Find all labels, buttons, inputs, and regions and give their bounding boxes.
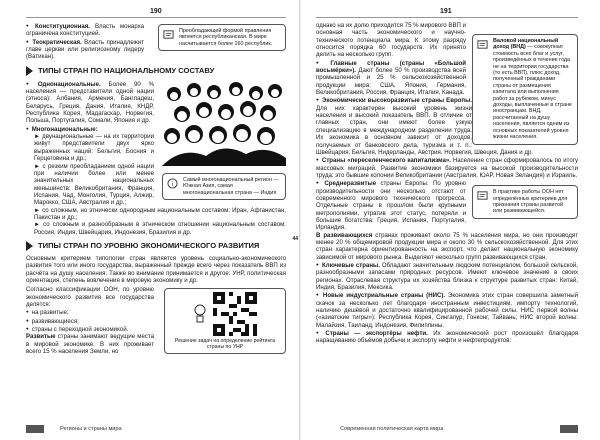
definition: Власть принадлежит главе церкви или религиозному лидеру (Ватикан).	[26, 38, 144, 61]
term: Новые индустриальные страны (НИС).	[322, 292, 446, 300]
term: Экономически высокоразвитые страны Европы.	[322, 97, 472, 105]
note-icon	[477, 39, 488, 50]
paragraph: Основным критерием типологии стран является уровень социально-экономического развития того или иного государства, выраженный прежде всего через показатель ВВП из расчёта на душу населения. Также во внимание принимается и другое: УНР, политическая ориентация, степень вовлечения в мировую экономику и др.	[26, 254, 286, 284]
caption-note	[162, 173, 286, 200]
sub-item-text: со сложным и разнообразным в этническом отношении национальным составом: Россия, Индия, Швейцария, Индонезия, Бразилия и др.	[34, 221, 286, 236]
sub-item: ► двунациональные — на их территории живут представители двух ярко выраженных наций: Бельгия, Босния и Герцеговина и др.;	[34, 133, 154, 163]
definition: Население стран сформировалось по итогу массовых миграций. Развитие экономики базируется на высокой производительности труда: это бывшие колонии Великобритании (Австралия, ЮАР, Новая Зеландия) и Израиль.	[316, 157, 578, 179]
qr-row	[168, 292, 282, 336]
sub-item-text: с резким преобладанием одной нации при наличии более или менее значительных национальных меньшинств: Великобритания, Франция, Испания, Чад, Монголия, Турция, Алжир, Марокко, США, Австралия и др.;	[34, 162, 154, 207]
definition: Более 90 % населения — представители одной нации (этноса): Албания, Армения, Бангладеш, Беларусь, Греция, Дания, Италия, КНДР, Республика Корея, Мадагаскар, Норвегия, Польша, Португалия, Сомали, Япония и др.	[26, 80, 154, 125]
header-rule	[26, 17, 286, 18]
triangle-icon	[26, 66, 33, 76]
national-text	[26, 80, 154, 207]
definition: Дают более 50 % производства всей промышленной и 25 % сельскохозяйственной продукции мира: США, Япония, Германия, Великобритания, Россия, Франция, Италия, Канада.	[316, 67, 466, 97]
page-number: 190	[150, 8, 162, 15]
term: Страны — экспортёры нефти.	[325, 330, 428, 338]
list-item	[26, 22, 144, 38]
sub-item-text: со сложным, но этнически однородным национальным составом: Иран, Афганистан, Пакистан и др.;	[34, 206, 286, 221]
national-text-cont	[26, 207, 286, 236]
list-item	[26, 80, 154, 125]
section-heading	[26, 66, 286, 76]
term: Развитые	[26, 333, 56, 341]
info-note	[158, 24, 286, 51]
list-item	[316, 261, 578, 291]
footer-bar	[560, 425, 578, 433]
edge-marker: 44	[292, 236, 298, 242]
list-item	[316, 59, 466, 97]
note-text: В практике работы ООН нет определённых критериев для признания страны развитой или развивающейся.	[493, 189, 568, 215]
header-rule	[316, 17, 578, 18]
definition: Экономика этих стран совершила заметный скачок за несколько лет благодаря иностранным инвестициям, импорту технологий, наличию дешёвой и достаточно квалифицированной рабочей силы. НИС первой волны («азиатские тигры»): Республика Корея, Сингапур, Гонконг, Тайвань; НИС второй волны: Малайзия, Таиланд, Индонезия, Филиппины.	[316, 292, 578, 329]
developing-section	[316, 232, 578, 345]
developed-column	[316, 22, 466, 96]
sub-item: ► с резким преобладанием одной нации при наличии более или менее значительных национальных меньшинств: Великобритания, Франция, Испания, Чад, Монголия, Турция, Алжир, Марокко, США, Австралия и др.;	[34, 162, 154, 207]
term: Однонациональные.	[37, 80, 101, 88]
qr-block	[164, 288, 286, 354]
term: Теократическая.	[32, 38, 82, 46]
left-column-top	[26, 22, 144, 61]
page-number: 191	[440, 8, 452, 15]
sub-item: ► со сложным и разнообразным в этническом отношении национальным составом: Россия, Индия, Швейцария, Индонезия, Бразилия и др.	[34, 221, 286, 236]
definition: Власть монарха ограничена конституцией.	[26, 23, 145, 38]
brain-icon	[193, 304, 207, 324]
info-icon	[167, 178, 178, 189]
illustration-block	[162, 80, 286, 200]
definition: странах проживает около 75 % населения мира, но они производят менее 20 % общемировой продукции мира и около 30 % сельскохозяйственной. Для этих стран характерна ориентированность на экспорт, что делает национальную экономику зависимой от мирового рынка. Выделяют несколько групп развивающихся стран.	[316, 231, 578, 261]
note-text: — совокупная стоимость всех благ и услуг, произведённых в течение года не на территории государства (то есть ВВП), плюс доход, полученный гражданами страны от размещения капитала или выполнения работ за рубежом, минус доходы, выплаченные в стране иностранцам. ВНД, рассчитанный на душу населения, является одним из основных показателей уровня жизни населения.	[493, 44, 572, 141]
list-item: ● развивающиеся;	[26, 317, 154, 325]
list-item	[316, 329, 578, 345]
list-item	[316, 156, 578, 179]
right-page	[300, 0, 600, 440]
term: Главные страны (страны «Большой восьмёрки»).	[316, 59, 466, 75]
definition: Обладают значительным людским потенциалом, большой сельской, разнообразными запасами природных ресурсов. Имеют ключевое значение в своих регионах. Отраслевая структура их хозяйства близка к структуре развитых стран: Китай, Индия, Бразилия, Мексика.	[316, 262, 578, 292]
section-heading	[26, 241, 286, 251]
term: В развивающихся	[316, 231, 373, 239]
definition: Для них характерен высокий уровень жизни населения и высокий показатель ВВП. В отличие от главных стран, они имеют более узкую специализацию в международном разделении труда. Их экономика в основном зависит от доходов, получаемых от банковского дела, туризма и т. п.: Швейцария, Бельгия, Нидерланды, Австрия, Норвегия, Швеция, Дания и др.	[316, 104, 534, 156]
term: Среднеразвитые	[324, 180, 377, 188]
list-item: ● на развитые;	[26, 308, 154, 316]
list-item	[316, 179, 466, 231]
qr-caption: Решение задач на определение рейтинга страны по УНР	[174, 338, 276, 351]
paragraph: однако на их долю приходится 75 % мирового ВВП и основная часть экономического и научно-технического потенциала мира. К этому разряду относится порядка 60 государств. Их принято делить на несколько групп.	[316, 22, 466, 59]
note-icon	[477, 190, 488, 201]
list-item	[26, 125, 154, 133]
term: Многонациональные:	[31, 125, 98, 133]
term: Ключевые страны.	[322, 262, 380, 269]
heading-text: ТИПЫ СТРАН ПО НАЦИОНАЛЬНОМУ СОСТАВУ	[38, 66, 215, 76]
footer-text: Современная политическая карта мира	[340, 426, 444, 432]
un-note	[472, 185, 578, 219]
mid-developed	[316, 179, 466, 231]
triangle-icon	[26, 241, 33, 251]
heading-text: ТИПЫ СТРАН ПО УРОВНЮ ЭКОНОМИЧЕСКОГО РАЗВИТИЯ	[38, 241, 260, 251]
vnd-note	[472, 34, 578, 145]
footer-text: Регионы и страны мира	[60, 426, 122, 432]
un-text	[26, 286, 154, 355]
list-item: ● страны с переходной экономикой.	[26, 325, 154, 333]
definition: страны Европы. По уровню производительности они несколько отстают от современного мирового технического прогресса. Отдельные страны в прошлом были крупными метрополиями, утратив этот статус, потеряли и большие богатства: Греция, Испания, Португалия, Ирландия.	[316, 180, 466, 232]
term: Страны «переселенческого капитализма».	[321, 157, 451, 165]
definition: страны занимают ведущие места в мировой экономике. В них проживает всего 15 % населения Земли, но	[26, 333, 154, 356]
footer-bar	[26, 425, 44, 433]
qr-code[interactable]	[213, 292, 257, 336]
note-text: Преобладающей формой правления является республиканская. В мире насчитывается более 160 республик.	[179, 28, 273, 47]
note-icon	[163, 29, 174, 40]
sub-item: ► со сложным, но этнически однородным национальным составом: Иран, Афганистан, Пакистан и др.;	[34, 206, 286, 221]
list-item	[26, 38, 144, 61]
definition: Их экономический рост произошёл благодаря наращиванию объёмов добычи и экспорту нефти и нефтепродуктов:	[316, 330, 579, 345]
paragraph: Согласно классификации ООН, по уровню экономического развития все государства делятся:	[26, 286, 154, 308]
caption-text: Самый многонациональный регион — Южная Азия, самая многонациональная страна — Индия	[183, 176, 279, 196]
list-item	[316, 291, 578, 329]
term: Конституционная.	[35, 23, 90, 30]
crowd-illustration	[162, 80, 286, 166]
svg-text:i: i	[171, 179, 174, 188]
sub-item-text: двунациональные — на их территории живут представители двух ярко выраженных наций: Бельгия, Босния и Герцеговина и др.;	[34, 133, 154, 163]
note-term: Валовой национальный доход (ВНД)	[493, 38, 559, 51]
